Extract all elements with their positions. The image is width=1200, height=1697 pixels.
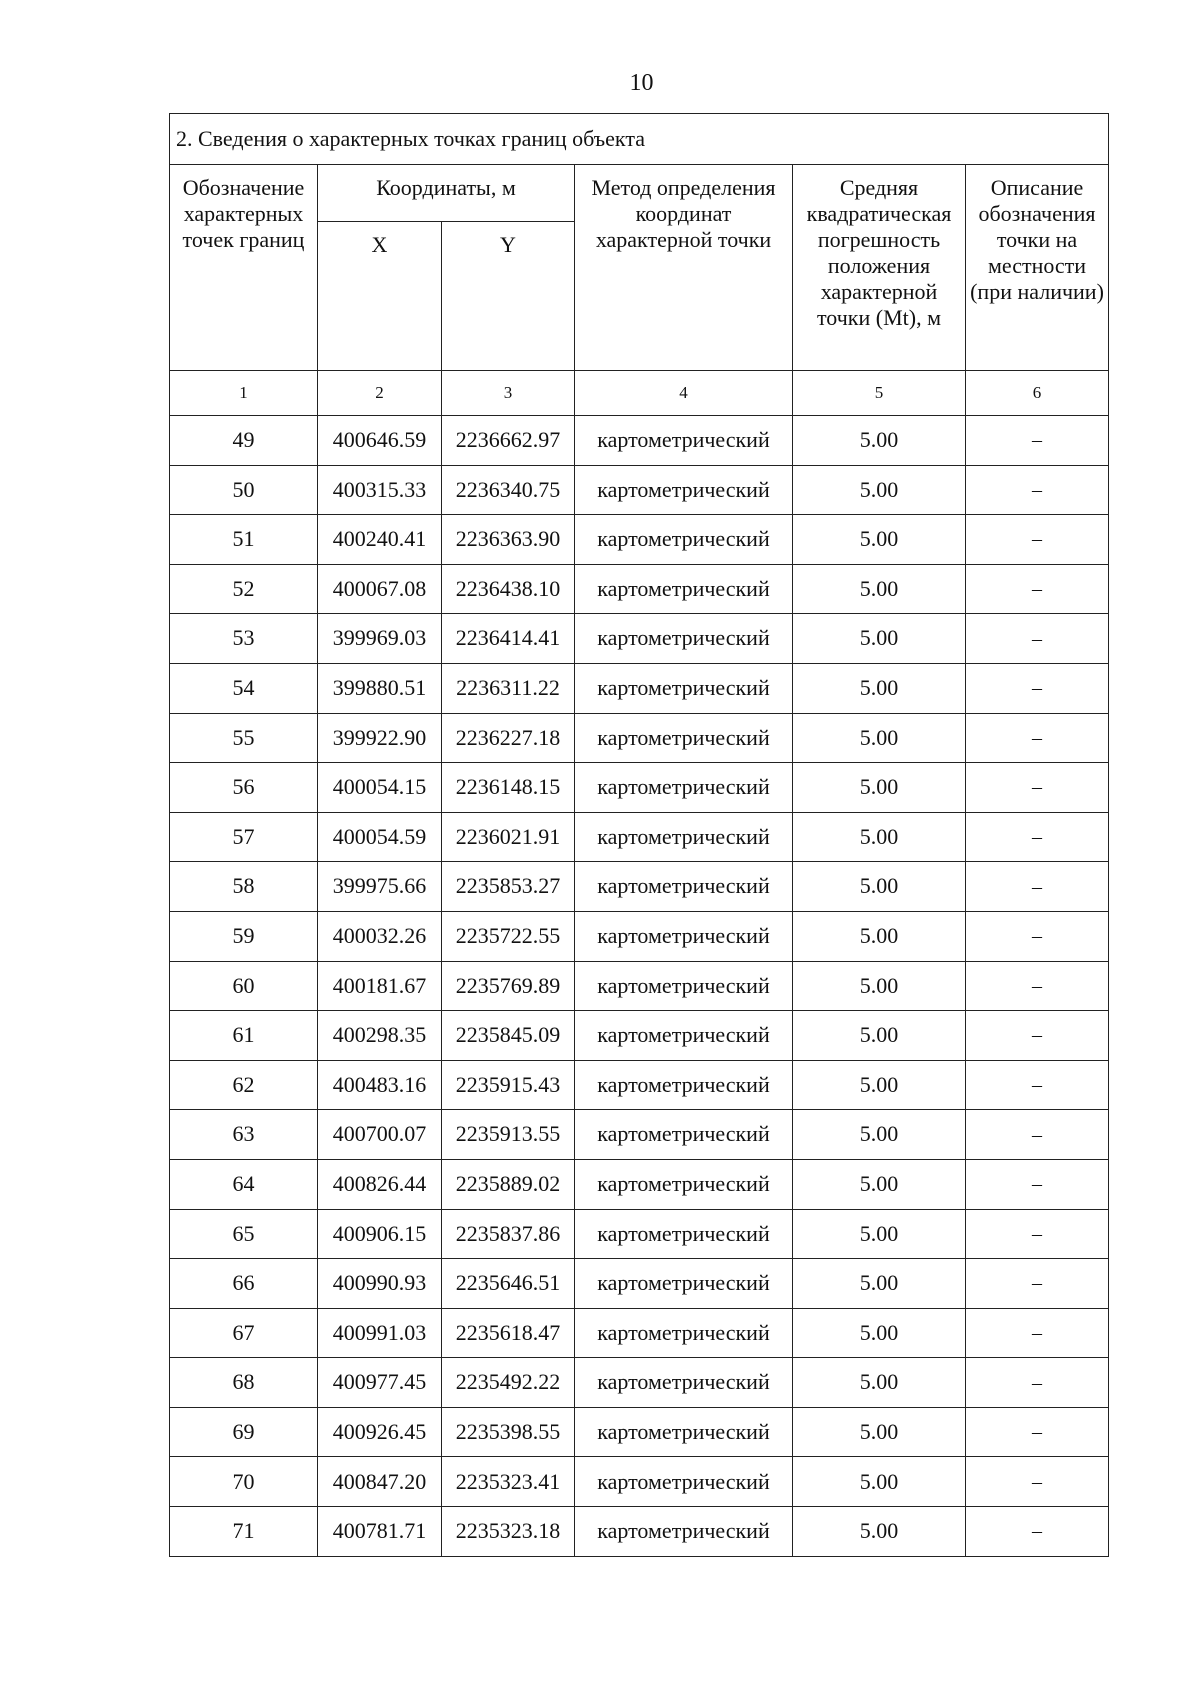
column-number: 3	[442, 371, 575, 416]
cell-point: 51	[170, 515, 318, 565]
cell-x: 400991.03	[318, 1308, 442, 1358]
header-row	[170, 165, 1109, 222]
cell-y: 2236227.18	[442, 713, 575, 763]
cell-error: 5.00	[793, 1358, 966, 1408]
table-row	[170, 1507, 1109, 1557]
cell-y: 2235853.27	[442, 862, 575, 912]
cell-point: 71	[170, 1507, 318, 1557]
cell-error: 5.00	[793, 1507, 966, 1557]
table-row	[170, 961, 1109, 1011]
cell-method: картометрический	[575, 1507, 793, 1557]
cell-x: 400906.15	[318, 1209, 442, 1259]
cell-point: 69	[170, 1407, 318, 1457]
cell-method: картометрический	[575, 1209, 793, 1259]
cell-x: 400483.16	[318, 1060, 442, 1110]
table-row	[170, 663, 1109, 713]
table-row	[170, 1358, 1109, 1408]
cell-description: –	[966, 1507, 1109, 1557]
cell-x: 400315.33	[318, 465, 442, 515]
table-row	[170, 713, 1109, 763]
cell-error: 5.00	[793, 961, 966, 1011]
cell-point: 60	[170, 961, 318, 1011]
table-row	[170, 564, 1109, 614]
cell-point: 67	[170, 1308, 318, 1358]
cell-method: картометрический	[575, 614, 793, 664]
table-title: 2. Сведения о характерных точках границ объекта	[170, 114, 1109, 165]
table-row	[170, 1159, 1109, 1209]
cell-method: картометрический	[575, 1457, 793, 1507]
table-row	[170, 1407, 1109, 1457]
cell-method: картометрический	[575, 961, 793, 1011]
cell-y: 2236148.15	[442, 763, 575, 813]
cell-error: 5.00	[793, 1407, 966, 1457]
cell-x: 400700.07	[318, 1110, 442, 1160]
header-designation: Обозначение характерных точек границ	[170, 165, 318, 371]
cell-y: 2236340.75	[442, 465, 575, 515]
cell-x: 399975.66	[318, 862, 442, 912]
cell-method: картометрический	[575, 1407, 793, 1457]
table-row	[170, 614, 1109, 664]
cell-error: 5.00	[793, 1457, 966, 1507]
table-row	[170, 812, 1109, 862]
cell-point: 59	[170, 911, 318, 961]
cell-y: 2235398.55	[442, 1407, 575, 1457]
cell-point: 58	[170, 862, 318, 912]
table-row	[170, 763, 1109, 813]
cell-error: 5.00	[793, 862, 966, 912]
cell-x: 399969.03	[318, 614, 442, 664]
cell-description: –	[966, 911, 1109, 961]
cell-point: 65	[170, 1209, 318, 1259]
cell-method: картометрический	[575, 812, 793, 862]
cell-x: 400181.67	[318, 961, 442, 1011]
cell-x: 400926.45	[318, 1407, 442, 1457]
cell-description: –	[966, 1308, 1109, 1358]
column-number: 2	[318, 371, 442, 416]
cell-x: 400032.26	[318, 911, 442, 961]
table-row	[170, 416, 1109, 466]
cell-error: 5.00	[793, 763, 966, 813]
column-number: 6	[966, 371, 1109, 416]
cell-y: 2235646.51	[442, 1259, 575, 1309]
cell-point: 53	[170, 614, 318, 664]
cell-method: картометрический	[575, 564, 793, 614]
cell-description: –	[966, 1060, 1109, 1110]
cell-description: –	[966, 1407, 1109, 1457]
cell-y: 2236363.90	[442, 515, 575, 565]
cell-error: 5.00	[793, 911, 966, 961]
cell-description: –	[966, 663, 1109, 713]
cell-method: картометрический	[575, 763, 793, 813]
cell-error: 5.00	[793, 515, 966, 565]
cell-method: картометрический	[575, 416, 793, 466]
cell-description: –	[966, 1110, 1109, 1160]
table-row	[170, 1011, 1109, 1061]
header-description: Описание обозначения точки на местности (при наличии)	[966, 165, 1109, 371]
cell-description: –	[966, 812, 1109, 862]
cell-y: 2235618.47	[442, 1308, 575, 1358]
cell-y: 2235722.55	[442, 911, 575, 961]
cell-method: картометрический	[575, 1060, 793, 1110]
cell-method: картометрический	[575, 465, 793, 515]
table-row	[170, 862, 1109, 912]
cell-error: 5.00	[793, 1209, 966, 1259]
cell-description: –	[966, 1011, 1109, 1061]
cell-method: картометрический	[575, 911, 793, 961]
cell-error: 5.00	[793, 614, 966, 664]
cell-y: 2236662.97	[442, 416, 575, 466]
cell-description: –	[966, 862, 1109, 912]
cell-point: 63	[170, 1110, 318, 1160]
cell-error: 5.00	[793, 713, 966, 763]
cell-point: 66	[170, 1259, 318, 1309]
cell-x: 399922.90	[318, 713, 442, 763]
column-number-row	[170, 371, 1109, 416]
table-row	[170, 515, 1109, 565]
cell-point: 50	[170, 465, 318, 515]
cell-x: 400781.71	[318, 1507, 442, 1557]
cell-y: 2236021.91	[442, 812, 575, 862]
cell-method: картометрический	[575, 1011, 793, 1061]
cell-description: –	[966, 465, 1109, 515]
cell-description: –	[966, 564, 1109, 614]
table-title-row	[170, 114, 1109, 165]
cell-method: картометрический	[575, 515, 793, 565]
cell-description: –	[966, 1457, 1109, 1507]
cell-y: 2235837.86	[442, 1209, 575, 1259]
cell-point: 54	[170, 663, 318, 713]
cell-y: 2235845.09	[442, 1011, 575, 1061]
table-row	[170, 1457, 1109, 1507]
column-number: 1	[170, 371, 318, 416]
table-row	[170, 911, 1109, 961]
cell-y: 2235913.55	[442, 1110, 575, 1160]
cell-description: –	[966, 763, 1109, 813]
cell-method: картометрический	[575, 1308, 793, 1358]
cell-method: картометрический	[575, 663, 793, 713]
table-row	[170, 1308, 1109, 1358]
table-row	[170, 1110, 1109, 1160]
cell-error: 5.00	[793, 1011, 966, 1061]
cell-point: 70	[170, 1457, 318, 1507]
cell-method: картометрический	[575, 713, 793, 763]
cell-error: 5.00	[793, 1308, 966, 1358]
header-error: Средняя квадратическая погрешность положения характерной точки (Mt), м	[793, 165, 966, 371]
cell-method: картометрический	[575, 1159, 793, 1209]
cell-x: 400977.45	[318, 1358, 442, 1408]
table-row	[170, 465, 1109, 515]
header-y: Y	[442, 222, 575, 371]
cell-point: 68	[170, 1358, 318, 1408]
header-method: Метод определения координат характерной точки	[575, 165, 793, 371]
cell-x: 400847.20	[318, 1457, 442, 1507]
cell-error: 5.00	[793, 416, 966, 466]
page-number: 10	[629, 70, 654, 96]
cell-description: –	[966, 614, 1109, 664]
cell-description: –	[966, 1259, 1109, 1309]
cell-x: 400646.59	[318, 416, 442, 466]
column-number: 5	[793, 371, 966, 416]
cell-point: 49	[170, 416, 318, 466]
cell-description: –	[966, 713, 1109, 763]
cell-error: 5.00	[793, 1060, 966, 1110]
boundary-points-table	[169, 113, 1109, 1557]
cell-description: –	[966, 1159, 1109, 1209]
cell-error: 5.00	[793, 812, 966, 862]
cell-y: 2236311.22	[442, 663, 575, 713]
cell-point: 56	[170, 763, 318, 813]
cell-description: –	[966, 416, 1109, 466]
table-row	[170, 1060, 1109, 1110]
cell-y: 2236438.10	[442, 564, 575, 614]
cell-y: 2236414.41	[442, 614, 575, 664]
cell-y: 2235492.22	[442, 1358, 575, 1408]
header-coordinates: Координаты, м	[318, 165, 575, 222]
cell-error: 5.00	[793, 465, 966, 515]
cell-point: 64	[170, 1159, 318, 1209]
table-row	[170, 1259, 1109, 1309]
cell-x: 400054.15	[318, 763, 442, 813]
cell-error: 5.00	[793, 1259, 966, 1309]
cell-error: 5.00	[793, 1159, 966, 1209]
cell-error: 5.00	[793, 663, 966, 713]
cell-x: 400240.41	[318, 515, 442, 565]
cell-x: 400054.59	[318, 812, 442, 862]
cell-x: 400067.08	[318, 564, 442, 614]
cell-description: –	[966, 961, 1109, 1011]
cell-point: 61	[170, 1011, 318, 1061]
column-number: 4	[575, 371, 793, 416]
cell-method: картометрический	[575, 1358, 793, 1408]
cell-error: 5.00	[793, 564, 966, 614]
cell-method: картометрический	[575, 1259, 793, 1309]
cell-point: 57	[170, 812, 318, 862]
cell-y: 2235915.43	[442, 1060, 575, 1110]
cell-point: 52	[170, 564, 318, 614]
cell-y: 2235769.89	[442, 961, 575, 1011]
cell-error: 5.00	[793, 1110, 966, 1160]
cell-method: картометрический	[575, 862, 793, 912]
cell-description: –	[966, 515, 1109, 565]
cell-x: 399880.51	[318, 663, 442, 713]
header-x: X	[318, 222, 442, 371]
cell-y: 2235323.18	[442, 1507, 575, 1557]
cell-method: картометрический	[575, 1110, 793, 1160]
cell-y: 2235323.41	[442, 1457, 575, 1507]
cell-point: 62	[170, 1060, 318, 1110]
cell-point: 55	[170, 713, 318, 763]
table-row	[170, 1209, 1109, 1259]
cell-x: 400298.35	[318, 1011, 442, 1061]
cell-y: 2235889.02	[442, 1159, 575, 1209]
cell-description: –	[966, 1209, 1109, 1259]
cell-x: 400826.44	[318, 1159, 442, 1209]
cell-description: –	[966, 1358, 1109, 1408]
cell-x: 400990.93	[318, 1259, 442, 1309]
